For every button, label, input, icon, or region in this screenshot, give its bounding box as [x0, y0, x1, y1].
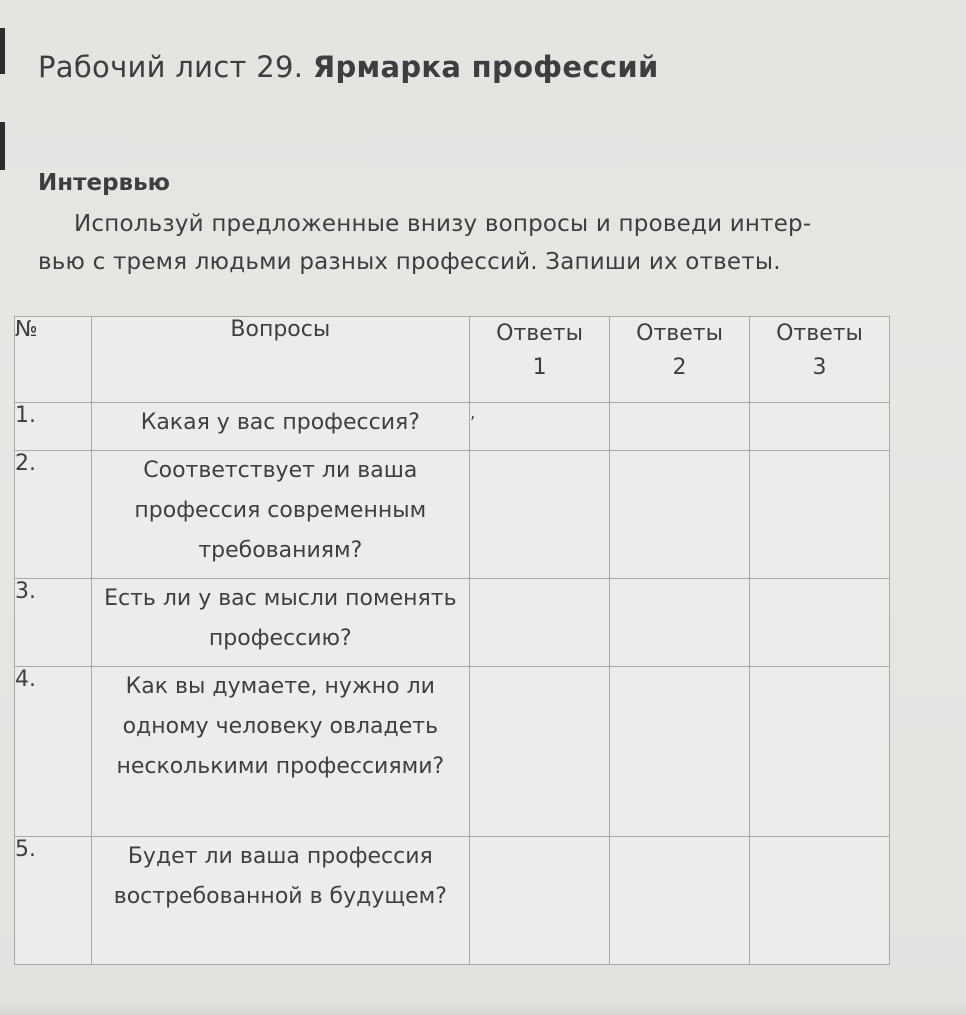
answer-cell[interactable]	[610, 403, 750, 451]
header-answers-2	[610, 317, 750, 403]
page-edge-mark	[0, 28, 5, 74]
answer-cell[interactable]	[750, 837, 890, 965]
table-row	[15, 837, 890, 965]
header-questions: Вопросы	[91, 317, 470, 403]
answer-cell[interactable]	[750, 403, 890, 451]
row-number: 4.	[15, 667, 92, 837]
answer-cell[interactable]	[750, 579, 890, 667]
question-cell: Будет ли ваша профессия востребованной в будущем?	[91, 837, 470, 965]
answer-cell[interactable]	[470, 667, 610, 837]
answer-cell[interactable]	[610, 667, 750, 837]
question-cell: Какая у вас профессия?	[91, 403, 470, 451]
table-row	[15, 579, 890, 667]
answer-cell[interactable]	[470, 837, 610, 965]
instruction-line: Используй предложенные внизу вопросы и проведи интер-	[74, 211, 812, 237]
question-cell: Соответствует ли ваша профессия современным требованиям?	[91, 451, 470, 579]
header-answers-3	[750, 317, 890, 403]
header-answers-1	[470, 317, 610, 403]
answer-cell[interactable]	[750, 451, 890, 579]
answer-cell[interactable]	[470, 579, 610, 667]
answer-cell[interactable]	[470, 451, 610, 579]
table-row	[15, 403, 890, 451]
header-answers-number: 3	[812, 355, 827, 380]
answer-cell[interactable]	[610, 451, 750, 579]
header-answers-number: 1	[532, 355, 547, 380]
question-cell: Есть ли у вас мысли поменять профессию?	[91, 579, 470, 667]
row-number: 1.	[15, 403, 92, 451]
instruction-text	[38, 205, 918, 281]
row-number: 3.	[15, 579, 92, 667]
page-edge-mark	[0, 122, 5, 170]
section-heading: Интервью	[38, 170, 170, 196]
row-number: 2.	[15, 451, 92, 579]
table-row	[15, 667, 890, 837]
question-cell: Как вы думаете, нужно ли одному человеку овладеть несколькими профессиями?	[91, 667, 470, 837]
row-number: 5.	[15, 837, 92, 965]
header-answers-label: Ответы	[776, 321, 863, 346]
header-answers-number: 2	[672, 355, 687, 380]
page-bottom-edge	[0, 1002, 966, 1015]
interview-table	[14, 316, 890, 965]
header-answers-label: Ответы	[636, 321, 723, 346]
worksheet-title-prefix: Рабочий лист 29.	[38, 50, 313, 84]
answer-cell[interactable]	[610, 837, 750, 965]
table-row	[15, 451, 890, 579]
answer-cell[interactable]	[610, 579, 750, 667]
worksheet-title-bold: Ярмарка профессий	[312, 50, 659, 84]
answer-cell[interactable]: ,	[470, 403, 610, 451]
instruction-line: вью с тремя людьми разных профессий. Запиши их ответы.	[38, 249, 781, 275]
answer-cell[interactable]	[750, 667, 890, 837]
header-answers-label: Ответы	[496, 321, 583, 346]
worksheet-title	[38, 50, 659, 84]
table-header-row	[15, 317, 890, 403]
header-number: №	[15, 317, 92, 403]
